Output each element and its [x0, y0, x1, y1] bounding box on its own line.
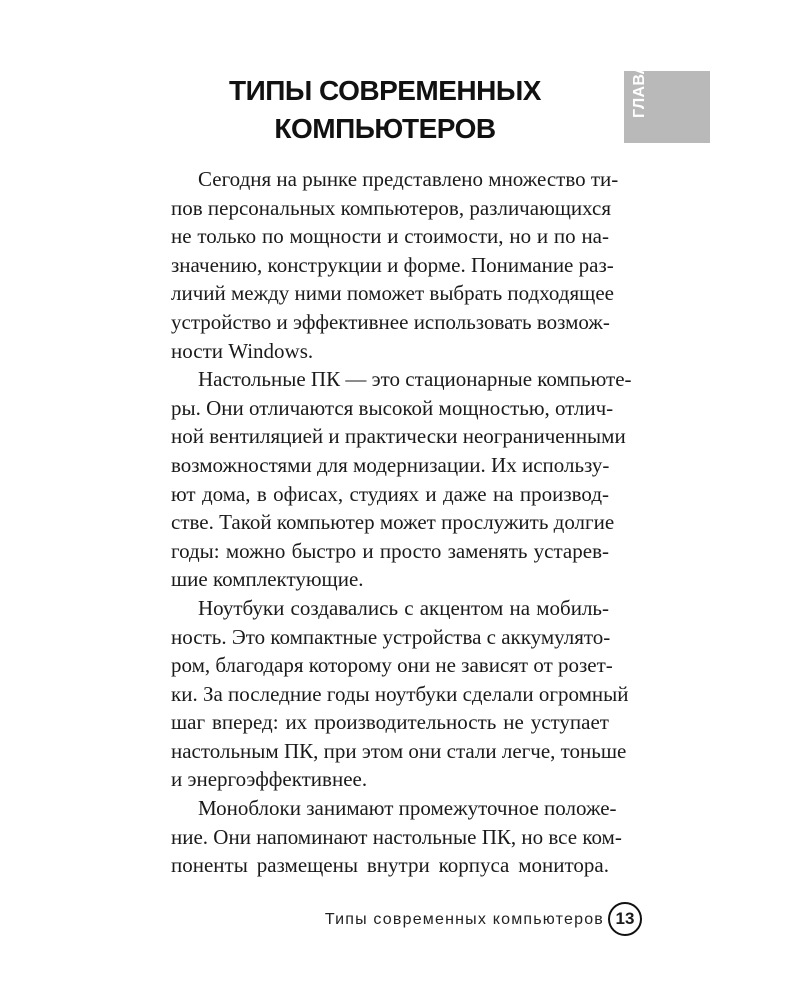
text-line: Настольные ПК — это стационарные компьюте- — [198, 367, 632, 392]
text-line: ной вентиляцией и практически неограниченными — [171, 424, 626, 449]
text-line: шие комплектующие. — [171, 567, 364, 592]
paragraph — [171, 165, 619, 365]
text-line: ности Windows. — [171, 338, 314, 363]
text-line: ром, благодаря которому они не зависят от розет- — [171, 653, 613, 678]
text-line: устройство и эффективнее использовать возмож- — [171, 309, 610, 334]
text-line: шаг вперед: их производительность не уступает — [171, 710, 609, 735]
text-line: Сегодня на рынке представлено множество ти- — [198, 167, 619, 191]
text-line: ность. Это компактные устройства с аккумулято- — [171, 624, 611, 649]
text-line: ют дома, в офисах, студиях и даже на производ- — [171, 481, 609, 506]
text-line: не только по мощности и стоимости, но и по на- — [171, 224, 609, 249]
text-line: возможностями для модернизации. Их использу- — [171, 452, 610, 477]
page-title-line: КОМПЬЮТЕРОВ — [274, 113, 496, 144]
text-line: и энергоэффективнее. — [171, 767, 368, 792]
page-title-line: ТИПЫ СОВРЕМЕННЫХ — [229, 75, 541, 106]
text-line: значению, конструкции и форме. Понимание раз- — [171, 252, 614, 277]
text-line: ры. Они отличаются высокой мощностью, отлич- — [171, 395, 614, 420]
paragraph — [171, 365, 632, 594]
text-line: годы: можно быстро и просто заменять устарев- — [171, 538, 609, 563]
page-number: 13 — [608, 902, 642, 936]
text-line: стве. Такой компьютер может прослужить долгие — [171, 510, 615, 535]
text-line: ние. Они напоминают настольные ПК, но все ком- — [171, 824, 622, 849]
chapter-tab-label: ГЛАВА 1 — [631, 48, 648, 118]
paragraph — [171, 594, 629, 794]
text-line: Ноутбуки создавались с акцентом на мобиль- — [198, 595, 609, 620]
text-line: настольным ПК, при этом они стали легче, тоньше — [171, 738, 627, 763]
footer-running-title: Типы современных компьютеров — [324, 911, 604, 928]
text-line: Моноблоки занимают промежуточное положе- — [198, 796, 617, 821]
page-title — [185, 72, 585, 148]
text-line: ки. За последние годы ноутбуки сделали огромный — [171, 681, 629, 706]
text-line: поненты размещены внутри корпуса монитора. — [171, 853, 609, 878]
paragraph — [171, 794, 622, 880]
body-text — [171, 165, 632, 880]
text-line: личий между ними поможет выбрать подходящее — [171, 281, 614, 306]
text-line: пов персональных компьютеров, различающихся — [171, 195, 612, 220]
